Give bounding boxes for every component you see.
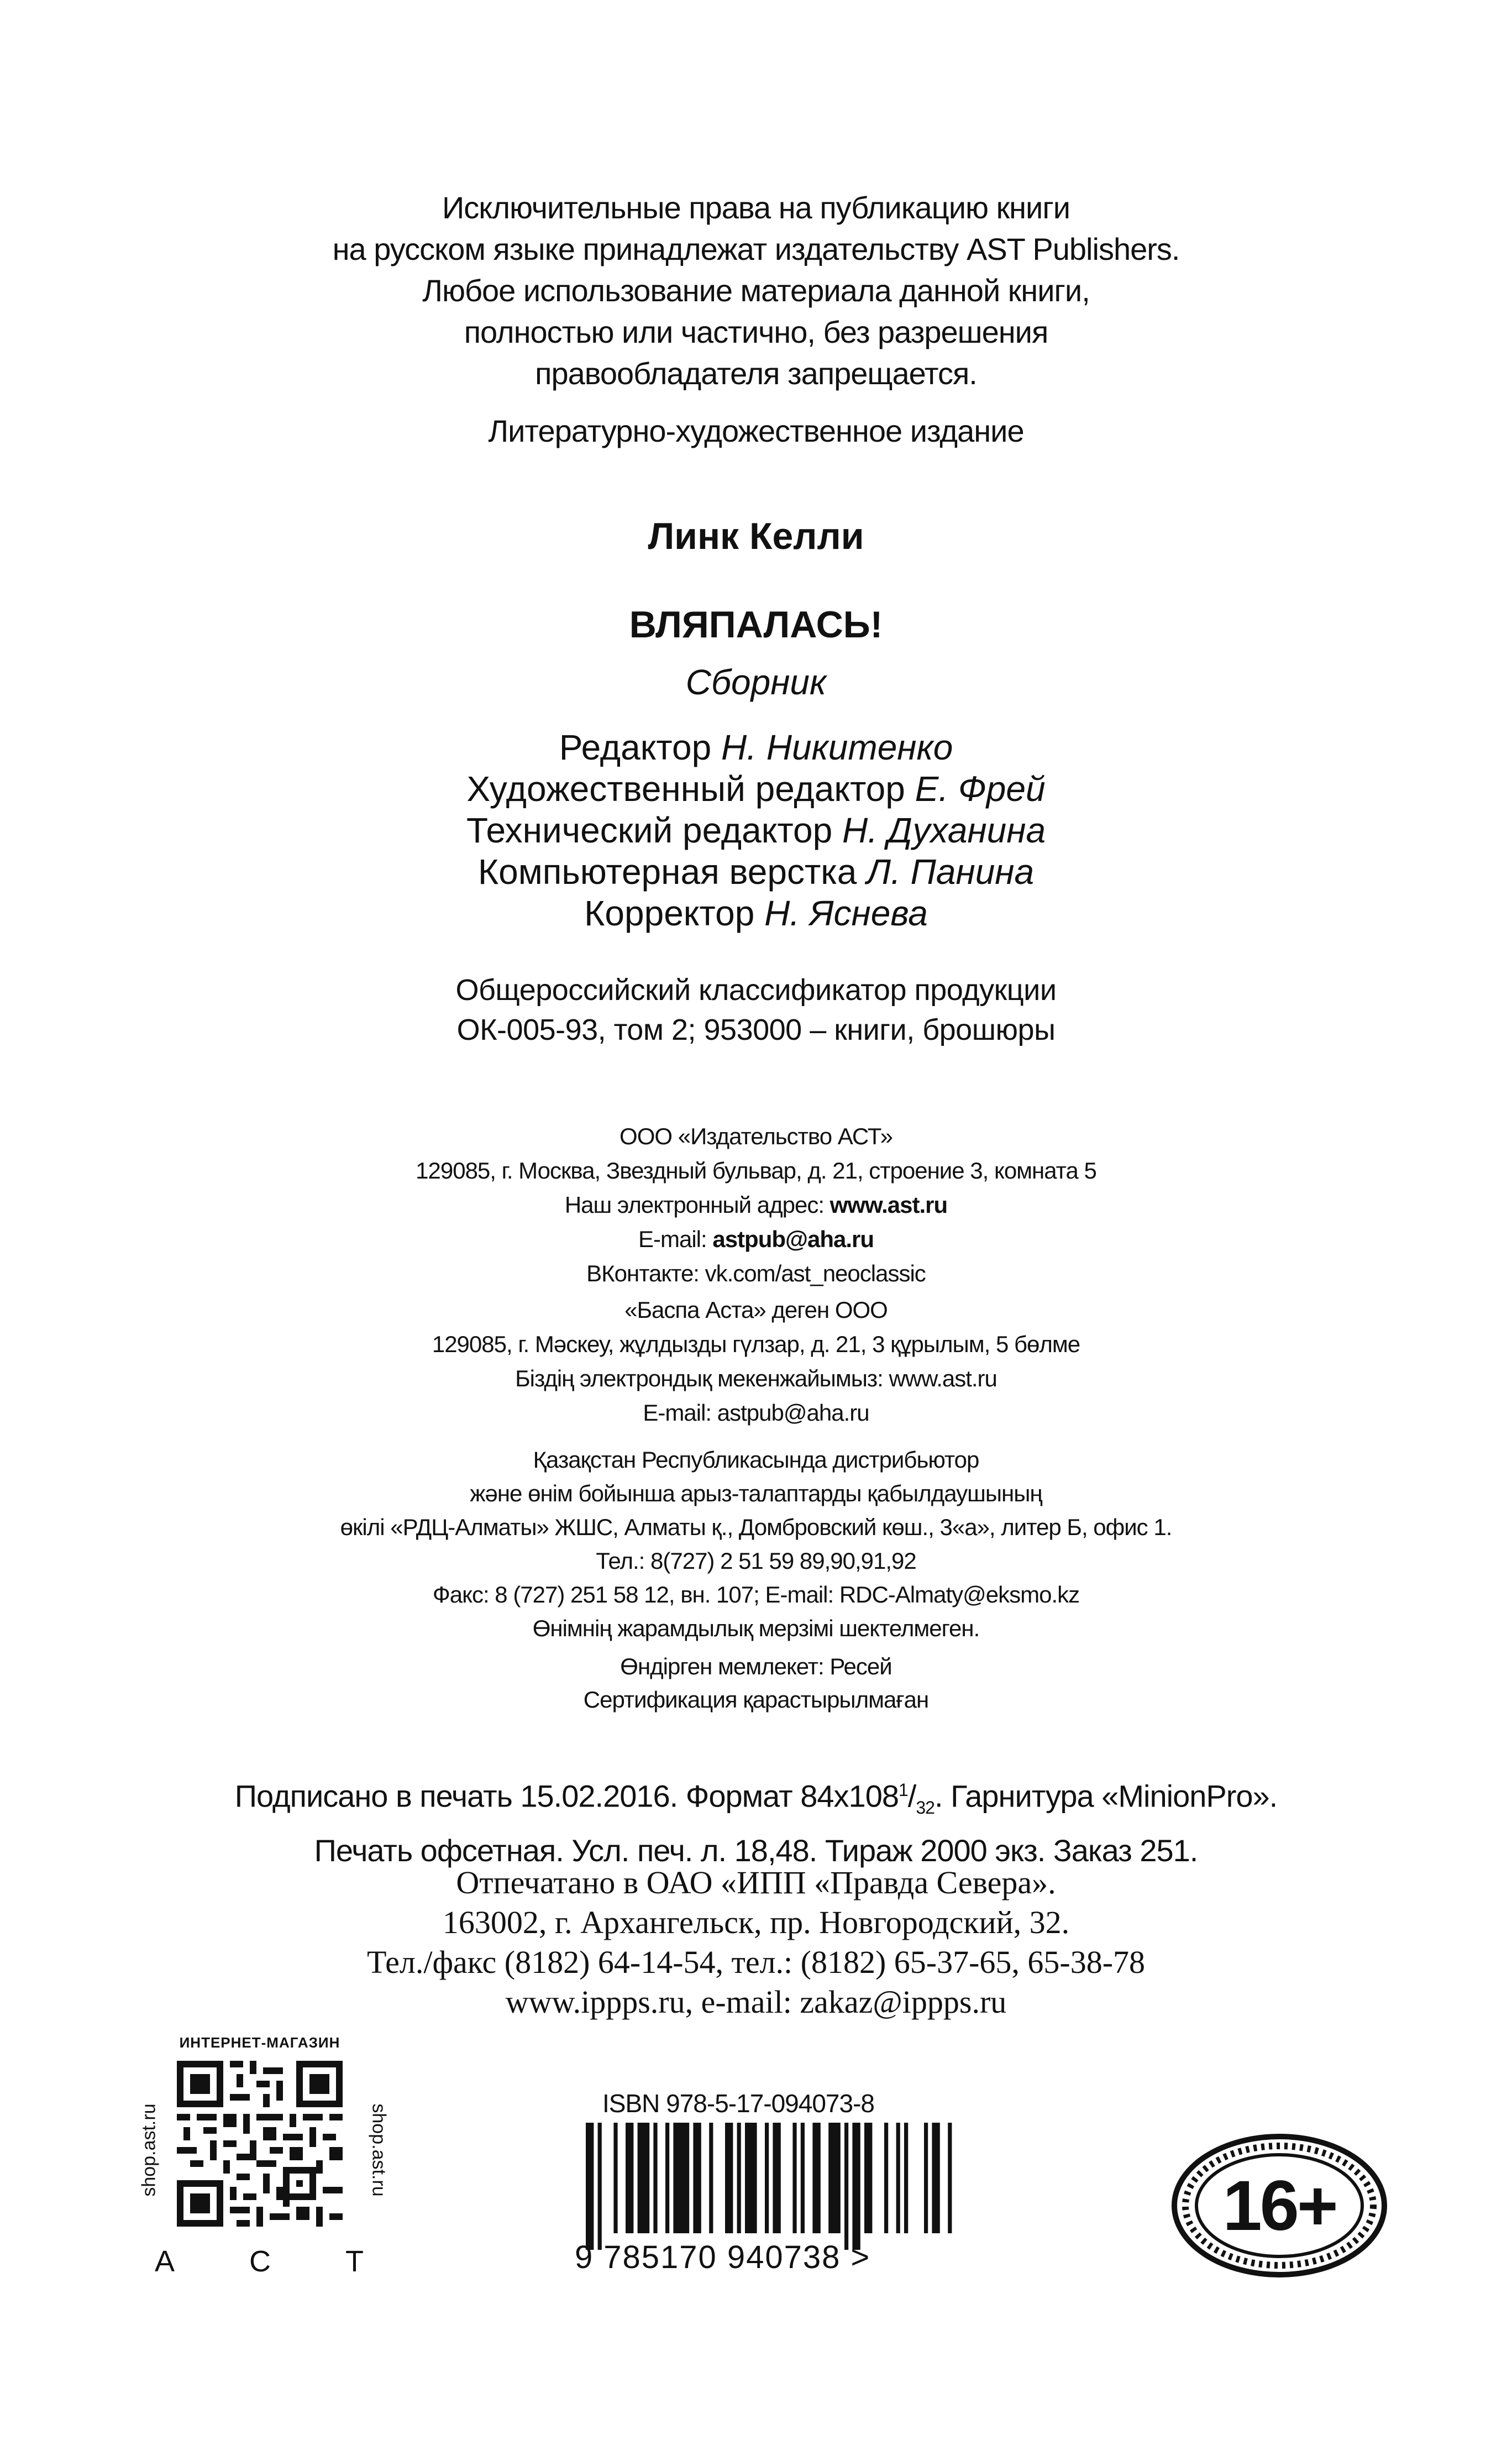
origin-info: [0, 1650, 1512, 1716]
barcode-bar: [693, 2123, 701, 2233]
credit-role: Технический редактор: [466, 810, 833, 850]
barcode-bar: [904, 2123, 908, 2233]
distributor-line: өкілі «РДЦ-Алматы» ЖШС, Алматы қ., Домбровский көш., 3«а», литер Б, офис 1.: [340, 1514, 1172, 1540]
barcode-bar: [665, 2123, 669, 2233]
edition-type: Литературно-художественное издание: [488, 413, 1024, 448]
classifier-line: ОК-005-93, том 2; 953000 – книги, брошюры: [456, 1013, 1056, 1046]
kaz-pub-line: 129085, г. Мәскеу, жұлдызды гүлзар, д. 21, 3 құрылым, 5 бөлме: [432, 1331, 1080, 1357]
publisher-vk: ВКонтакте: vk.com/ast_neoclassic: [586, 1260, 926, 1286]
publisher-web-label: Наш электронный адрес:: [564, 1192, 830, 1218]
credits-list: [0, 727, 1512, 934]
credit-line: [0, 851, 1512, 893]
qr-top-label: ИНТЕРНЕТ-МАГАЗИН: [179, 2034, 340, 2051]
publisher-info: [0, 1119, 1512, 1291]
credit-role: Редактор: [559, 727, 712, 767]
credit-role: Корректор: [584, 893, 755, 933]
origin-line: Өндірген мемлекет: Ресей: [620, 1653, 892, 1679]
qr-block: [127, 2034, 392, 2294]
publisher-email-line: [0, 1222, 1512, 1256]
barcode-icon: [580, 2123, 967, 2250]
credit-person: Н. Духанина: [842, 810, 1046, 850]
printer-line: Тел./факс (8182) 64-14-54, тел.: (8182) 65-37-65, 65-38-78: [366, 1944, 1146, 1980]
distributor-line: және өнім бойынша арыз-талаптарды қабылдаушының: [470, 1480, 1042, 1506]
barcode-bar: [765, 2123, 769, 2233]
barcode-bar: [864, 2123, 872, 2233]
distributor-line: Факс: 8 (727) 251 58 12, вн. 107; E-mail: RDC-Almaty@eksmo.kz: [432, 1582, 1080, 1607]
barcode-bar: [812, 2123, 820, 2233]
barcode-digit-group: 785170: [603, 2239, 717, 2275]
credit-person: Л. Панина: [867, 852, 1035, 892]
barcode-bar: [828, 2123, 841, 2233]
barcode-bar: [948, 2123, 952, 2233]
barcode-bar: [852, 2123, 860, 2250]
barcode-bar: [792, 2123, 796, 2233]
rights-line: полностью или частично, без разрешения: [464, 315, 1048, 349]
barcode-bar: [709, 2123, 713, 2233]
print-specs-text: Подписано в печать 15.02.2016. Формат 84х108: [234, 1778, 899, 1814]
credit-line: [0, 768, 1512, 810]
age-rating-badge: [1169, 2131, 1390, 2280]
barcode-bar: [737, 2123, 741, 2233]
publisher-email-link[interactable]: astpub@aha.ru: [712, 1226, 874, 1252]
credit-line: [0, 810, 1512, 851]
publisher-email-label: E-mail:: [638, 1226, 713, 1252]
distributor-info: [0, 1443, 1512, 1645]
barcode-bar: [773, 2123, 780, 2233]
barcode-bar: [924, 2123, 928, 2233]
barcode-digit-first: 9: [575, 2239, 594, 2275]
format-numerator: 1: [899, 1780, 908, 1800]
barcode-bar: [673, 2123, 689, 2233]
rights-line: Исключительные права на публикацию книги: [442, 190, 1070, 225]
qr-letter: Т: [345, 2245, 365, 2278]
print-specs: [0, 1769, 1512, 1872]
barcode-bar: [932, 2123, 939, 2233]
classifier-line: Общероссийский классификатор продукции: [455, 973, 1057, 1007]
barcode-digit-group: 940738: [727, 2239, 841, 2275]
publisher-address: 129085, г. Москва, Звездный бульвар, д. 21, строение 3, комната 5: [416, 1158, 1096, 1184]
kaz-pub-line: «Баспа Аста» деген ООО: [624, 1297, 888, 1323]
barcode-digit-end: >: [851, 2239, 871, 2275]
qr-bottom-letters: [155, 2244, 365, 2279]
qr-code-icon[interactable]: [177, 2061, 343, 2227]
origin-line: Сертификация қарастырылмаған: [583, 1687, 929, 1713]
credit-role: Компьютерная верстка: [477, 852, 857, 892]
kaz-pub-line: E-mail: astpub@aha.ru: [643, 1400, 869, 1426]
book-title: ВЛЯПАЛАСЬ!: [629, 604, 883, 646]
rights-line: Любое использование материала данной книги,: [422, 273, 1090, 308]
qr-side-label-right: shop.ast.ru: [368, 2103, 390, 2197]
barcode-bar: [598, 2123, 602, 2250]
book-subtitle: Сборник: [685, 662, 827, 702]
rights-notice: [0, 187, 1512, 394]
barcode-bar: [745, 2123, 757, 2233]
kaz-pub-line: Біздің электрондық мекенжайымыз: www.ast.ru: [515, 1365, 997, 1391]
barcode-bar: [626, 2123, 633, 2233]
age-rating-text: 16+: [1222, 2166, 1336, 2245]
author-name: Линк Келли: [648, 515, 864, 557]
format-denominator: 32: [916, 1797, 935, 1818]
publisher-web-link[interactable]: www.ast.ru: [830, 1192, 948, 1218]
credit-person: Н. Яснева: [764, 893, 928, 933]
barcode-bar: [613, 2123, 617, 2233]
rights-line: на русском языке принадлежат издательству AST Publishers.: [332, 232, 1180, 266]
printer-line: www.ippps.ru, e-mail: zakaz@ippps.ru: [505, 1984, 1007, 2020]
barcode-bar: [884, 2123, 888, 2233]
barcode-bar: [586, 2123, 594, 2250]
barcode-digits: [575, 2239, 870, 2276]
printer-line: 163002, г. Архангельск, пр. Новгородский, 32.: [442, 1904, 1070, 1940]
printer-line: Отпечатано в ОАО «ИПП «Правда Севера».: [456, 1865, 1056, 1900]
isbn-label: ISBN 978-5-17-094073-8: [602, 2089, 874, 2118]
credit-line: [0, 727, 1512, 768]
barcode-bar: [653, 2123, 657, 2233]
print-specs-text: . Гарнитура «MinionPro».: [934, 1778, 1278, 1814]
barcode-bar: [725, 2123, 733, 2233]
kazakh-publisher-info: [0, 1293, 1512, 1430]
printer-info: [0, 1863, 1512, 2022]
print-specs-line: Подписано в печать 15.02.2016. Формат $84х108^1/_{32}$. Гарнитура «MinionPro».: [234, 1778, 1278, 1818]
barcode-bar: [801, 2123, 805, 2233]
qr-letter: А: [155, 2245, 176, 2278]
credit-line: [0, 893, 1512, 934]
print-specs-line: Печать офсетная. Усл. печ. л. 18,48. Тираж 2000 экз. Заказ 251.: [314, 1832, 1198, 1868]
distributor-line: Өнімнің жарамдылық мерзімі шектелмеген.: [532, 1615, 980, 1641]
barcode-bar: [896, 2123, 900, 2233]
product-classifier: [0, 970, 1512, 1050]
publisher-name: ООО «Издательство АСТ»: [620, 1123, 893, 1149]
publisher-web-line: [0, 1188, 1512, 1222]
credit-person: Н. Никитенко: [721, 727, 953, 767]
credit-person: Е. Фрей: [915, 769, 1046, 809]
barcode-bar: [844, 2123, 848, 2250]
qr-side-label-left: shop.ast.ru: [138, 2103, 160, 2197]
distributor-line: Қазақстан Республикасында дистрибьютор: [533, 1447, 979, 1473]
credit-role: Художественный редактор: [466, 769, 905, 809]
distributor-line: Тел.: 8(727) 2 51 59 89,90,91,92: [596, 1548, 916, 1574]
rights-line: правообладателя запрещается.: [535, 356, 977, 391]
qr-letter: С: [249, 2245, 272, 2278]
barcode-bar: [638, 2123, 650, 2233]
